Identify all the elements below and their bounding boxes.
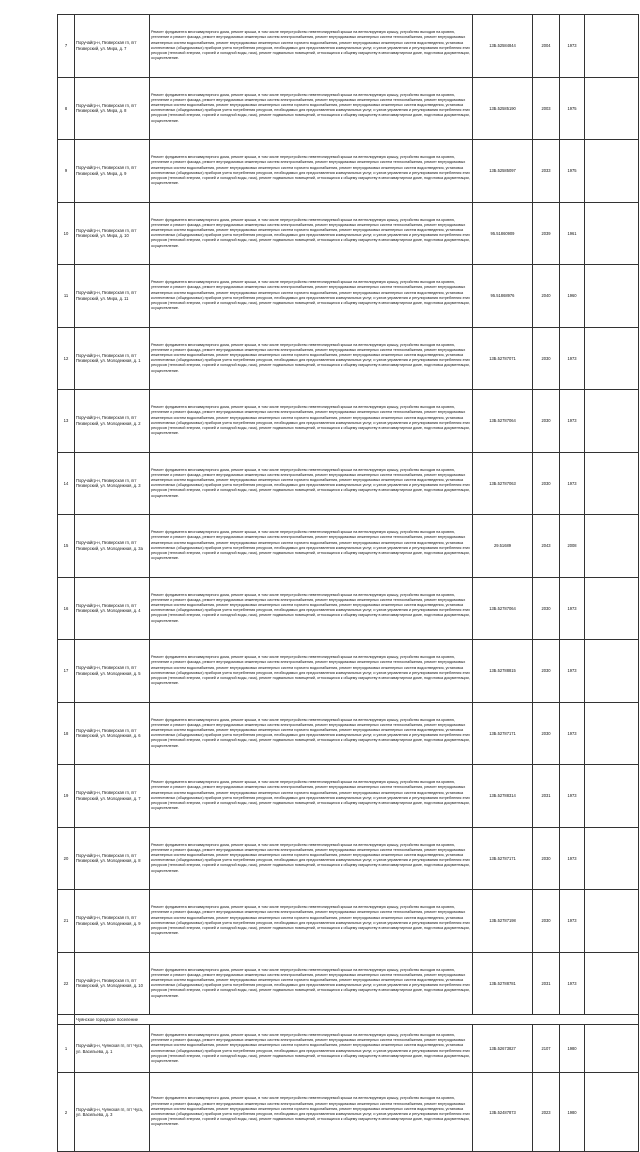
cadastral-number-cell: 29.51689 [473, 515, 533, 578]
year-cell: 1973 [560, 765, 585, 828]
table-row [58, 202, 639, 265]
area-cell: 2030 [533, 452, 560, 515]
table-row [58, 577, 639, 640]
table-row [58, 1025, 639, 1073]
year-cell: 1973 [560, 640, 585, 703]
area-cell: 2004 [533, 15, 560, 78]
row-number: 12 [58, 327, 75, 390]
cadastral-number-cell: 13Б.52673827 [473, 1025, 533, 1073]
year-cell: 1975 [560, 77, 585, 140]
empty-cell [585, 327, 639, 390]
year-cell: 1961 [560, 202, 585, 265]
cadastral-number-cell: 13Б.52787171 [473, 827, 533, 890]
table-row [58, 77, 639, 140]
area-cell: 2023 [533, 1073, 560, 1152]
works-cell: Ремонт фундамента многоквартирного дома, ремонт крыши, в том числе переустройство невентилируемой крыши на вентилируемую крышу, устройство выходов на кровлю, утепление и ремонт фасада, ремонт внутридомовых инженерных систем электроснабжения, ремонт внутридомовых инженерных систем теплоснабжения, ремонт внутридомовых инженерных систем водоснабжения, ремонт внутридомовых инженерных систем горячего водоснабжения, ремонт внутридомовых инженерных систем водоотведения, установка коллективных (общедомовых) приборов учета потребления ресурсов, необходимых для предоставления коммунальных услуг, и узлов управления и регулирования потребления этих ресурсов (тепловой энергии, горячей и холодной воды, газа), ремонт подвальных помещений, относящихся к общему имуществу в многоквартирном доме, подготовка документации, осуществление. [150, 515, 473, 578]
empty-cell [585, 1025, 639, 1073]
row-number: 7 [58, 15, 75, 78]
address-cell: Поручайгр-н, Чуянская гп, пгт Чуга, ул. Васильева, д. 3 [75, 1073, 150, 1152]
cadastral-number-cell: 95.51860909 [473, 202, 533, 265]
year-cell: 1973 [560, 452, 585, 515]
area-cell: 2031 [533, 765, 560, 828]
empty-cell [585, 952, 639, 1015]
row-number: 10 [58, 202, 75, 265]
address-cell: Поручайгр-н, Пезверская гп, пгт Пезверский, ул. Молодежная, д. 3а [75, 515, 150, 578]
repair-register-table [57, 14, 639, 1152]
row-number: 1 [58, 1025, 75, 1073]
year-cell: 1973 [560, 390, 585, 453]
table-row [58, 1073, 639, 1152]
table-row [58, 952, 639, 1015]
address-cell: Поручайгр-н, Пезверская гп, пгт Пезверский, ул. Молодежная, д. 6 [75, 702, 150, 765]
row-number: 9 [58, 140, 75, 203]
works-cell: Ремонт фундамента многоквартирного дома, ремонт крыши, в том числе переустройство невентилируемой крыши на вентилируемую крышу, устройство выходов на кровлю, утепление и ремонт фасада, ремонт внутридомовых инженерных систем электроснабжения, ремонт внутридомовых инженерных систем теплоснабжения, ремонт внутридомовых инженерных систем водоснабжения, ремонт внутридомовых инженерных систем горячего водоснабжения, ремонт внутридомовых инженерных систем водоотведения, установка коллективных (общедомовых) приборов учета потребления ресурсов, необходимых для предоставления коммунальных услуг, и узлов управления и регулирования потребления этих ресурсов (тепловой энергии, горячей и холодной воды, газа), ремонт подвальных помещений, относящихся к общему имуществу в многоквартирном доме, подготовка документации, осуществление. [150, 702, 473, 765]
cadastral-number-cell: 13Б.52787198 [473, 890, 533, 953]
area-cell: 2107 [533, 1025, 560, 1073]
works-cell: Ремонт фундамента многоквартирного дома, ремонт крыши, в том числе переустройство невентилируемой крыши на вентилируемую крышу, устройство выходов на кровлю, утепление и ремонт фасада, ремонт внутридомовых инженерных систем электроснабжения, ремонт внутридомовых инженерных систем теплоснабжения, ремонт внутридомовых инженерных систем водоснабжения, ремонт внутридомовых инженерных систем горячего водоснабжения, ремонт внутридомовых инженерных систем водоотведения, установка коллективных (общедомовых) приборов учета потребления ресурсов, необходимых для предоставления коммунальных услуг, и узлов управления и регулирования потребления этих ресурсов (тепловой энергии, горячей и холодной воды, газа), ремонт подвальных помещений, относящихся к общему имуществу в многоквартирном доме, подготовка документации, осуществление. [150, 15, 473, 78]
address-cell: Поручайгр-н, Чуянская гп, пгт Чуга, ул. Васильева, д. 1 [75, 1025, 150, 1073]
works-cell: Ремонт фундамента многоквартирного дома, ремонт крыши, в том числе переустройство невентилируемой крыши на вентилируемую крышу, устройство выходов на кровлю, утепление и ремонт фасада, ремонт внутридомовых инженерных систем электроснабжения, ремонт внутридомовых инженерных систем теплоснабжения, ремонт внутридомовых инженерных систем водоснабжения, ремонт внутридомовых инженерных систем горячего водоснабжения, ремонт внутридомовых инженерных систем водоотведения, установка коллективных (общедомовых) приборов учета потребления ресурсов, необходимых для предоставления коммунальных услуг, и узлов управления и регулирования потребления этих ресурсов (тепловой энергии, горячей и холодной воды, газа), ремонт подвальных помещений, относящихся к общему имуществу в многоквартирном доме, подготовка документации, осуществление. [150, 77, 473, 140]
address-cell: Поручайгр-н, Пезверская гп, пгт Пезверский, ул. Молодежная, д. 10 [75, 952, 150, 1015]
year-cell: 1980 [560, 1073, 585, 1152]
row-number: 11 [58, 265, 75, 328]
cadastral-number-cell: 13Б.52787064 [473, 577, 533, 640]
empty-cell [585, 15, 639, 78]
area-cell: 2030 [533, 702, 560, 765]
row-number: 15 [58, 515, 75, 578]
section-header-row [58, 1015, 639, 1025]
empty-cell [585, 202, 639, 265]
year-cell: 1980 [560, 1025, 585, 1073]
row-number: 13 [58, 390, 75, 453]
cadastral-number-cell: 13Б.52585097 [473, 140, 533, 203]
address-cell: Поручайгр-н, Пезверская гп, пгт Пезверский, ул. Молодежная, д. 8 [75, 827, 150, 890]
area-cell: 2039 [533, 202, 560, 265]
address-cell: Поручайгр-н, Пезверская гп, пгт Пезверский, ул. Молодежная, д. 3 [75, 452, 150, 515]
area-cell: 2030 [533, 577, 560, 640]
area-cell: 2043 [533, 515, 560, 578]
cadastral-number-cell: 13Б.52787171 [473, 702, 533, 765]
area-cell: 2030 [533, 327, 560, 390]
empty-cell [585, 265, 639, 328]
table-row [58, 452, 639, 515]
row-number: 2 [58, 1073, 75, 1152]
works-cell: Ремонт фундамента многоквартирного дома, ремонт крыши, в том числе переустройство невентилируемой крыши на вентилируемую крышу, устройство выходов на кровлю, утепление и ремонт фасада, ремонт внутридомовых инженерных систем электроснабжения, ремонт внутридомовых инженерных систем теплоснабжения, ремонт внутридомовых инженерных систем водоснабжения, ремонт внутридомовых инженерных систем горячего водоснабжения, ремонт внутридомовых инженерных систем водоотведения, установка коллективных (общедомовых) приборов учета потребления ресурсов, необходимых для предоставления коммунальных услуг, и узлов управления и регулирования потребления этих ресурсов (тепловой энергии, горячей и холодной воды, газа), ремонт подвальных помещений, относящихся к общему имуществу в многоквартирном доме, подготовка документации, осуществление. [150, 577, 473, 640]
empty-cell [585, 577, 639, 640]
works-cell: Ремонт фундамента многоквартирного дома, ремонт крыши, в том числе переустройство невентилируемой крыши на вентилируемую крышу, устройство выходов на кровлю, утепление и ремонт фасада, ремонт внутридомовых инженерных систем электроснабжения, ремонт внутридомовых инженерных систем теплоснабжения, ремонт внутридомовых инженерных систем водоснабжения, ремонт внутридомовых инженерных систем горячего водоснабжения, ремонт внутридомовых инженерных систем водоотведения, установка коллективных (общедомовых) приборов учета потребления ресурсов, необходимых для предоставления коммунальных услуг, и узлов управления и регулирования потребления этих ресурсов (тепловой энергии, горячей и холодной воды, газа), ремонт подвальных помещений, относящихся к общему имуществу в многоквартирном доме, подготовка документации, осуществление. [150, 640, 473, 703]
works-cell: Ремонт фундамента многоквартирного дома, ремонт крыши, в том числе переустройство невентилируемой крыши на вентилируемую крышу, устройство выходов на кровлю, утепление и ремонт фасада, ремонт внутридомовых инженерных систем электроснабжения, ремонт внутридомовых инженерных систем теплоснабжения, ремонт внутридомовых инженерных систем водоснабжения, ремонт внутридомовых инженерных систем горячего водоснабжения, ремонт внутридомовых инженерных систем водоотведения, установка коллективных (общедомовых) приборов учета потребления ресурсов, необходимых для предоставления коммунальных услуг, и узлов управления и регулирования потребления этих ресурсов (тепловой энергии, горячей и холодной воды, газа), ремонт подвальных помещений, относящихся к общему имуществу в многоквартирном доме, подготовка документации, осуществление. [150, 452, 473, 515]
empty-cell [585, 827, 639, 890]
row-number: 21 [58, 890, 75, 953]
cadastral-number-cell: 13Б.52787063 [473, 452, 533, 515]
address-cell: Поручайгр-н, Пезверская гп, пгт Пезверский, ул. Молодежная, д. 9 [75, 890, 150, 953]
year-cell: 1973 [560, 577, 585, 640]
cadastral-number-cell: 95.51868976 [473, 265, 533, 328]
works-cell: Ремонт фундамента многоквартирного дома, ремонт крыши, в том числе переустройство невентилируемой крыши на вентилируемую крышу, устройство выходов на кровлю, утепление и ремонт фасада, ремонт внутридомовых инженерных систем электроснабжения, ремонт внутридомовых инженерных систем теплоснабжения, ремонт внутридомовых инженерных систем водоснабжения, ремонт внутридомовых инженерных систем горячего водоснабжения, ремонт внутридомовых инженерных систем водоотведения, установка коллективных (общедомовых) приборов учета потребления ресурсов, необходимых для предоставления коммунальных услуг, и узлов управления и регулирования потребления этих ресурсов (тепловой энергии, горячей и холодной воды, газа), ремонт подвальных помещений, относящихся к общему имуществу в многоквартирном доме, подготовка документации, осуществление. [150, 327, 473, 390]
area-cell: 2030 [533, 827, 560, 890]
address-cell: Поручайгр-н, Пезверская гп, пгт Пезверский, ул. Молодежная, д. 4 [75, 577, 150, 640]
empty-cell [585, 1073, 639, 1152]
address-cell: Поручайгр-н, Пезверская гп, пгт Пезверский, ул. Мира, д. 10 [75, 202, 150, 265]
address-cell: Поручайгр-н, Пезверская гп, пгт Пезверский, ул. Молодежная, д. 2 [75, 390, 150, 453]
empty-cell [585, 640, 639, 703]
cadastral-number-cell: 13Б.52787064 [473, 390, 533, 453]
table-row [58, 702, 639, 765]
row-number: 16 [58, 577, 75, 640]
table-row [58, 827, 639, 890]
works-cell: Ремонт фундамента многоквартирного дома, ремонт крыши, в том числе переустройство невентилируемой крыши на вентилируемую крышу, устройство выходов на кровлю, утепление и ремонт фасада, ремонт внутридомовых инженерных систем электроснабжения, ремонт внутридомовых инженерных систем теплоснабжения, ремонт внутридомовых инженерных систем водоснабжения, ремонт внутридомовых инженерных систем горячего водоснабжения, ремонт внутридомовых инженерных систем водоотведения, установка коллективных (общедомовых) приборов учета потребления ресурсов, необходимых для предоставления коммунальных услуг, и узлов управления и регулирования потребления этих ресурсов (тепловой энергии, горячей и холодной воды, газа), ремонт подвальных помещений, относящихся к общему имуществу в многоквартирном доме, подготовка документации, осуществление. [150, 827, 473, 890]
empty-cell [585, 515, 639, 578]
empty-cell [585, 452, 639, 515]
works-cell: Ремонт фундамента многоквартирного дома, ремонт крыши, в том числе переустройство невентилируемой крыши на вентилируемую крышу, устройство выходов на кровлю, утепление и ремонт фасада, ремонт внутридомовых инженерных систем электроснабжения, ремонт внутридомовых инженерных систем теплоснабжения, ремонт внутридомовых инженерных систем водоснабжения, ремонт внутридомовых инженерных систем горячего водоснабжения, ремонт внутридомовых инженерных систем водоотведения, установка коллективных (общедомовых) приборов учета потребления ресурсов, необходимых для предоставления коммунальных услуг, и узлов управления и регулирования потребления этих ресурсов (тепловой энергии, горячей и холодной воды, газа), ремонт подвальных помещений, относящихся к общему имуществу в многоквартирном доме, подготовка документации, осуществление. [150, 265, 473, 328]
year-cell: 1973 [560, 952, 585, 1015]
works-cell: Ремонт фундамента многоквартирного дома, ремонт крыши, в том числе переустройство невентилируемой крыши на вентилируемую крышу, устройство выходов на кровлю, утепление и ремонт фасада, ремонт внутридомовых инженерных систем электроснабжения, ремонт внутридомовых инженерных систем теплоснабжения, ремонт внутридомовых инженерных систем водоснабжения, ремонт внутридомовых инженерных систем горячего водоснабжения, ремонт внутридомовых инженерных систем водоотведения, установка коллективных (общедомовых) приборов учета потребления ресурсов, необходимых для предоставления коммунальных услуг, и узлов управления и регулирования потребления этих ресурсов (тепловой энергии, горячей и холодной воды, газа), ремонт подвальных помещений, относящихся к общему имуществу в многоквартирном доме, подготовка документации, осуществление. [150, 390, 473, 453]
row-number: 14 [58, 452, 75, 515]
address-cell: Поручайгр-н, Пезверская гп, пгт Пезверский, ул. Мира, д. 11 [75, 265, 150, 328]
area-cell: 2030 [533, 890, 560, 953]
row-number: 17 [58, 640, 75, 703]
table-row [58, 515, 639, 578]
empty-cell [585, 702, 639, 765]
works-cell: Ремонт фундамента многоквартирного дома, ремонт крыши, в том числе переустройство невентилируемой крыши на вентилируемую крышу, устройство выходов на кровлю, утепление и ремонт фасада, ремонт внутридомовых инженерных систем электроснабжения, ремонт внутридомовых инженерных систем теплоснабжения, ремонт внутридомовых инженерных систем водоснабжения, ремонт внутридомовых инженерных систем горячего водоснабжения, ремонт внутридомовых инженерных систем водоотведения, установка коллективных (общедомовых) приборов учета потребления ресурсов, необходимых для предоставления коммунальных услуг, и узлов управления и регулирования потребления этих ресурсов (тепловой энергии, горячей и холодной воды, газа), ремонт подвальных помещений, относящихся к общему имуществу в многоквартирном доме, подготовка документации, осуществление. [150, 1025, 473, 1073]
address-cell: Поручайгр-н, Пезверская гп, пгт Пезверский, ул. Мира, д. 8 [75, 77, 150, 140]
table-row [58, 640, 639, 703]
area-cell: 2030 [533, 390, 560, 453]
table-row [58, 765, 639, 828]
cadastral-number-cell: 13Б.52788815 [473, 640, 533, 703]
works-cell: Ремонт фундамента многоквартирного дома, ремонт крыши, в том числе переустройство невентилируемой крыши на вентилируемую крышу, устройство выходов на кровлю, утепление и ремонт фасада, ремонт внутридомовых инженерных систем электроснабжения, ремонт внутридомовых инженерных систем теплоснабжения, ремонт внутридомовых инженерных систем водоснабжения, ремонт внутридомовых инженерных систем горячего водоснабжения, ремонт внутридомовых инженерных систем водоотведения, установка коллективных (общедомовых) приборов учета потребления ресурсов, необходимых для предоставления коммунальных услуг, и узлов управления и регулирования потребления этих ресурсов (тепловой энергии, горячей и холодной воды, газа), ремонт подвальных помещений, относящихся к общему имуществу в многоквартирном доме, подготовка документации, осуществление. [150, 202, 473, 265]
year-cell: 1973 [560, 327, 585, 390]
year-cell: 1975 [560, 140, 585, 203]
address-cell: Поручайгр-н, Пезверская гп, пгт Пезверский, ул. Молодежная, д. 5 [75, 640, 150, 703]
section-title: Чуянское городское поселение [75, 1015, 639, 1025]
area-cell: 2030 [533, 640, 560, 703]
empty-cell [585, 890, 639, 953]
year-cell: 2008 [560, 515, 585, 578]
year-cell: 1973 [560, 15, 585, 78]
cadastral-number-cell: 13Б.52584844 [473, 15, 533, 78]
year-cell: 1973 [560, 827, 585, 890]
empty-cell [585, 390, 639, 453]
cadastral-number-cell: 13Б.52787071 [473, 327, 533, 390]
area-cell: 2031 [533, 952, 560, 1015]
table-row [58, 265, 639, 328]
works-cell: Ремонт фундамента многоквартирного дома, ремонт крыши, в том числе переустройство невентилируемой крыши на вентилируемую крышу, устройство выходов на кровлю, утепление и ремонт фасада, ремонт внутридомовых инженерных систем электроснабжения, ремонт внутридомовых инженерных систем теплоснабжения, ремонт внутридомовых инженерных систем водоснабжения, ремонт внутридомовых инженерных систем горячего водоснабжения, ремонт внутридомовых инженерных систем водоотведения, установка коллективных (общедомовых) приборов учета потребления ресурсов, необходимых для предоставления коммунальных услуг, и узлов управления и регулирования потребления этих ресурсов (тепловой энергии, горячей и холодной воды, газа), ремонт подвальных помещений, относящихся к общему имуществу в многоквартирном доме, подготовка документации, осуществление. [150, 140, 473, 203]
cadastral-number-cell: 13Б.52788314 [473, 765, 533, 828]
year-cell: 1973 [560, 890, 585, 953]
row-number: 20 [58, 827, 75, 890]
empty-cell [585, 140, 639, 203]
cadastral-number-cell: 13Б.52585190 [473, 77, 533, 140]
row-number: 18 [58, 702, 75, 765]
empty-cell [585, 765, 639, 828]
area-cell: 2003 [533, 77, 560, 140]
table-row [58, 15, 639, 78]
cadastral-number-cell: 13Б.52487873 [473, 1073, 533, 1152]
area-cell: 2040 [533, 265, 560, 328]
address-cell: Поручайгр-н, Пезверская гп, пгт Пезверский, ул. Мира, д. 9 [75, 140, 150, 203]
year-cell: 1973 [560, 702, 585, 765]
works-cell: Ремонт фундамента многоквартирного дома, ремонт крыши, в том числе переустройство невентилируемой крыши на вентилируемую крышу, устройство выходов на кровлю, утепление и ремонт фасада, ремонт внутридомовых инженерных систем электроснабжения, ремонт внутридомовых инженерных систем теплоснабжения, ремонт внутридомовых инженерных систем водоснабжения, ремонт внутридомовых инженерных систем горячего водоснабжения, ремонт внутридомовых инженерных систем водоотведения, установка коллективных (общедомовых) приборов учета потребления ресурсов, необходимых для предоставления коммунальных услуг, и узлов управления и регулирования потребления этих ресурсов (тепловой энергии, горячей и холодной воды, газа), ремонт подвальных помещений, относящихся к общему имуществу в многоквартирном доме, подготовка документации, осуществление. [150, 765, 473, 828]
row-number: 19 [58, 765, 75, 828]
works-cell: Ремонт фундамента многоквартирного дома, ремонт крыши, в том числе переустройство невентилируемой крыши на вентилируемую крышу, устройство выходов на кровлю, утепление и ремонт фасада, ремонт внутридомовых инженерных систем электроснабжения, ремонт внутридомовых инженерных систем теплоснабжения, ремонт внутридомовых инженерных систем водоснабжения, ремонт внутридомовых инженерных систем горячего водоснабжения, ремонт внутридомовых инженерных систем водоотведения, установка коллективных (общедомовых) приборов учета потребления ресурсов, необходимых для предоставления коммунальных услуг, и узлов управления и регулирования потребления этих ресурсов (тепловой энергии, горячей и холодной воды, газа), ремонт подвальных помещений, относящихся к общему имуществу в многоквартирном доме, подготовка документации, осуществление. [150, 1073, 473, 1152]
table-row [58, 890, 639, 953]
row-number: 8 [58, 77, 75, 140]
row-number: 22 [58, 952, 75, 1015]
works-cell: Ремонт фундамента многоквартирного дома, ремонт крыши, в том числе переустройство невентилируемой крыши на вентилируемую крышу, устройство выходов на кровлю, утепление и ремонт фасада, ремонт внутридомовых инженерных систем электроснабжения, ремонт внутридомовых инженерных систем теплоснабжения, ремонт внутридомовых инженерных систем водоснабжения, ремонт внутридомовых инженерных систем горячего водоснабжения, ремонт внутридомовых инженерных систем водоотведения, установка коллективных (общедомовых) приборов учета потребления ресурсов, необходимых для предоставления коммунальных услуг, и узлов управления и регулирования потребления этих ресурсов (тепловой энергии, горячей и холодной воды, газа), ремонт подвальных помещений, относящихся к общему имуществу в многоквартирном доме, подготовка документации, осуществление. [150, 890, 473, 953]
empty-cell [585, 77, 639, 140]
year-cell: 1960 [560, 265, 585, 328]
works-cell: Ремонт фундамента многоквартирного дома, ремонт крыши, в том числе переустройство невентилируемой крыши на вентилируемую крышу, устройство выходов на кровлю, утепление и ремонт фасада, ремонт внутридомовых инженерных систем электроснабжения, ремонт внутридомовых инженерных систем теплоснабжения, ремонт внутридомовых инженерных систем водоснабжения, ремонт внутридомовых инженерных систем горячего водоснабжения, ремонт внутридомовых инженерных систем водоотведения, установка коллективных (общедомовых) приборов учета потребления ресурсов, необходимых для предоставления коммунальных услуг, и узлов управления и регулирования потребления этих ресурсов (тепловой энергии, горячей и холодной воды, газа), ремонт подвальных помещений, относящихся к общему имуществу в многоквартирном доме, подготовка документации, осуществление. [150, 952, 473, 1015]
address-cell: Поручайгр-н, Пезверская гп, пгт Пезверский, ул. Мира, д. 7 [75, 15, 150, 78]
section-number-cell [58, 1015, 75, 1025]
table-row [58, 390, 639, 453]
address-cell: Поручайгр-н, Пезверская гп, пгт Пезверский, ул. Молодежная, д. 7 [75, 765, 150, 828]
table-row [58, 140, 639, 203]
area-cell: 2033 [533, 140, 560, 203]
cadastral-number-cell: 13Б.52788781 [473, 952, 533, 1015]
register-body [58, 15, 639, 1152]
table-row [58, 327, 639, 390]
address-cell: Поручайгр-н, Пезверская гп, пгт Пезверский, ул. Молодежная, д. 1 [75, 327, 150, 390]
